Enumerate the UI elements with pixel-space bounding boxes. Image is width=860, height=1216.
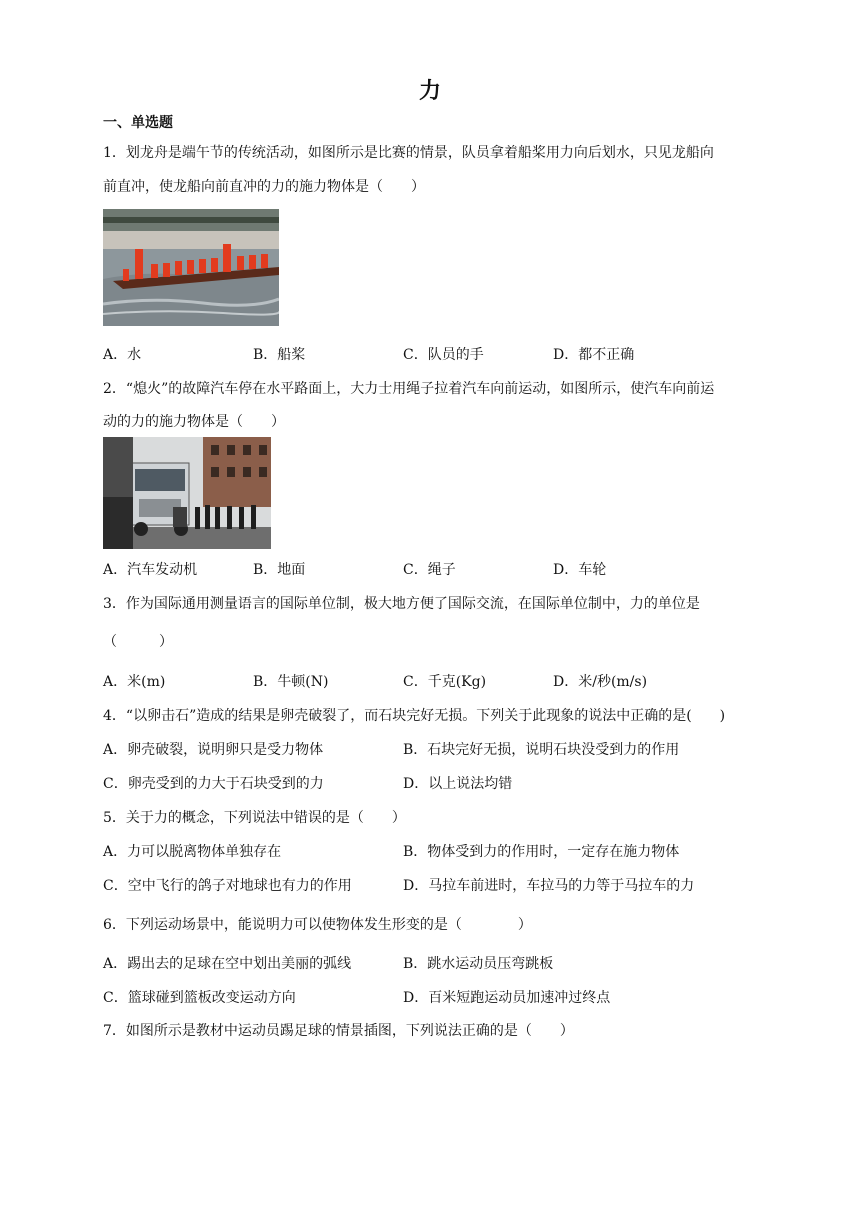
question-2-option-b: B．地面 xyxy=(253,562,306,578)
question-3-line-2: （ ） xyxy=(103,634,173,650)
question-1-option-d: D．都不正确 xyxy=(553,347,635,363)
question-1-line-2: 前直冲，使龙船向前直冲的力的施力物体是（ ） xyxy=(103,179,425,195)
question-6-option-b: B．跳水运动员压弯跳板 xyxy=(403,956,554,972)
page-title: 力 xyxy=(418,79,441,104)
question-6-option-c: C．篮球碰到篮板改变运动方向 xyxy=(103,990,296,1006)
question-7-line-1: 7．如图所示是教材中运动员踢足球的情景插图，下列说法正确的是（ ） xyxy=(103,1023,574,1039)
question-2-line-1: 2．“熄火”的故障汽车停在水平路面上，大力士用绳子拉着汽车向前运动，如图所示，使汽车向前运 xyxy=(103,381,715,397)
question-2-option-d: D．车轮 xyxy=(553,562,607,578)
question-1-option-a: A．水 xyxy=(103,347,142,363)
section-heading: 一、单选题 xyxy=(103,115,173,131)
question-2-option-a: A．汽车发动机 xyxy=(103,562,198,578)
question-4-line-1: 4．“以卵击石”造成的结果是卵壳破裂了，而石块完好无损。下列关于此现象的说法中正确的是( ) xyxy=(103,708,726,724)
question-5-option-d: D．马拉车前进时，车拉马的力等于马拉车的力 xyxy=(403,878,695,894)
question-3-option-b: B．牛顿(N) xyxy=(253,674,329,690)
question-6-option-a: A．踢出去的足球在空中划出美丽的弧线 xyxy=(103,956,352,972)
question-5-option-a: A．力可以脱离物体单独存在 xyxy=(103,844,282,860)
question-3-option-c: C．千克(Kg) xyxy=(403,674,487,690)
question-3-option-d: D．米/秒(m/s) xyxy=(553,674,648,690)
question-1-option-c: C．队员的手 xyxy=(403,347,484,363)
dragon-boat-photo xyxy=(103,209,279,326)
question-6-option-d: D．百米短跑运动员加速冲过终点 xyxy=(403,990,611,1006)
question-4-option-c: C．卵壳受到的力大于石块受到的力 xyxy=(103,776,324,792)
question-1-option-b: B．船桨 xyxy=(253,347,306,363)
question-1-line-1: 1．划龙舟是端午节的传统活动，如图所示是比赛的情景，队员拿着船桨用力向后划水，只见龙船向 xyxy=(103,145,714,161)
question-2-option-c: C．绳子 xyxy=(403,562,456,578)
question-3-line-1: 3．作为国际通用测量语言的国际单位制，极大地方便了国际交流，在国际单位制中，力的单位是 xyxy=(103,596,700,612)
question-4-option-a: A．卵壳破裂，说明卵只是受力物体 xyxy=(103,742,324,758)
question-4-option-d: D．以上说法均错 xyxy=(403,776,513,792)
question-6-line-1: 6．下列运动场景中，能说明力可以使物体发生形变的是（ ） xyxy=(103,917,532,933)
truck-pulling-photo xyxy=(103,437,271,549)
question-5-option-b: B．物体受到力的作用时，一定存在施力物体 xyxy=(403,844,680,860)
question-3-option-a: A．米(m) xyxy=(103,674,166,690)
question-2-line-2: 动的力的施力物体是（ ） xyxy=(103,414,285,430)
question-5-option-c: C．空中飞行的鸽子对地球也有力的作用 xyxy=(103,878,352,894)
question-5-line-1: 5．关于力的概念，下列说法中错误的是（ ） xyxy=(103,810,406,826)
question-4-option-b: B．石块完好无损，说明石块没受到力的作用 xyxy=(403,742,680,758)
